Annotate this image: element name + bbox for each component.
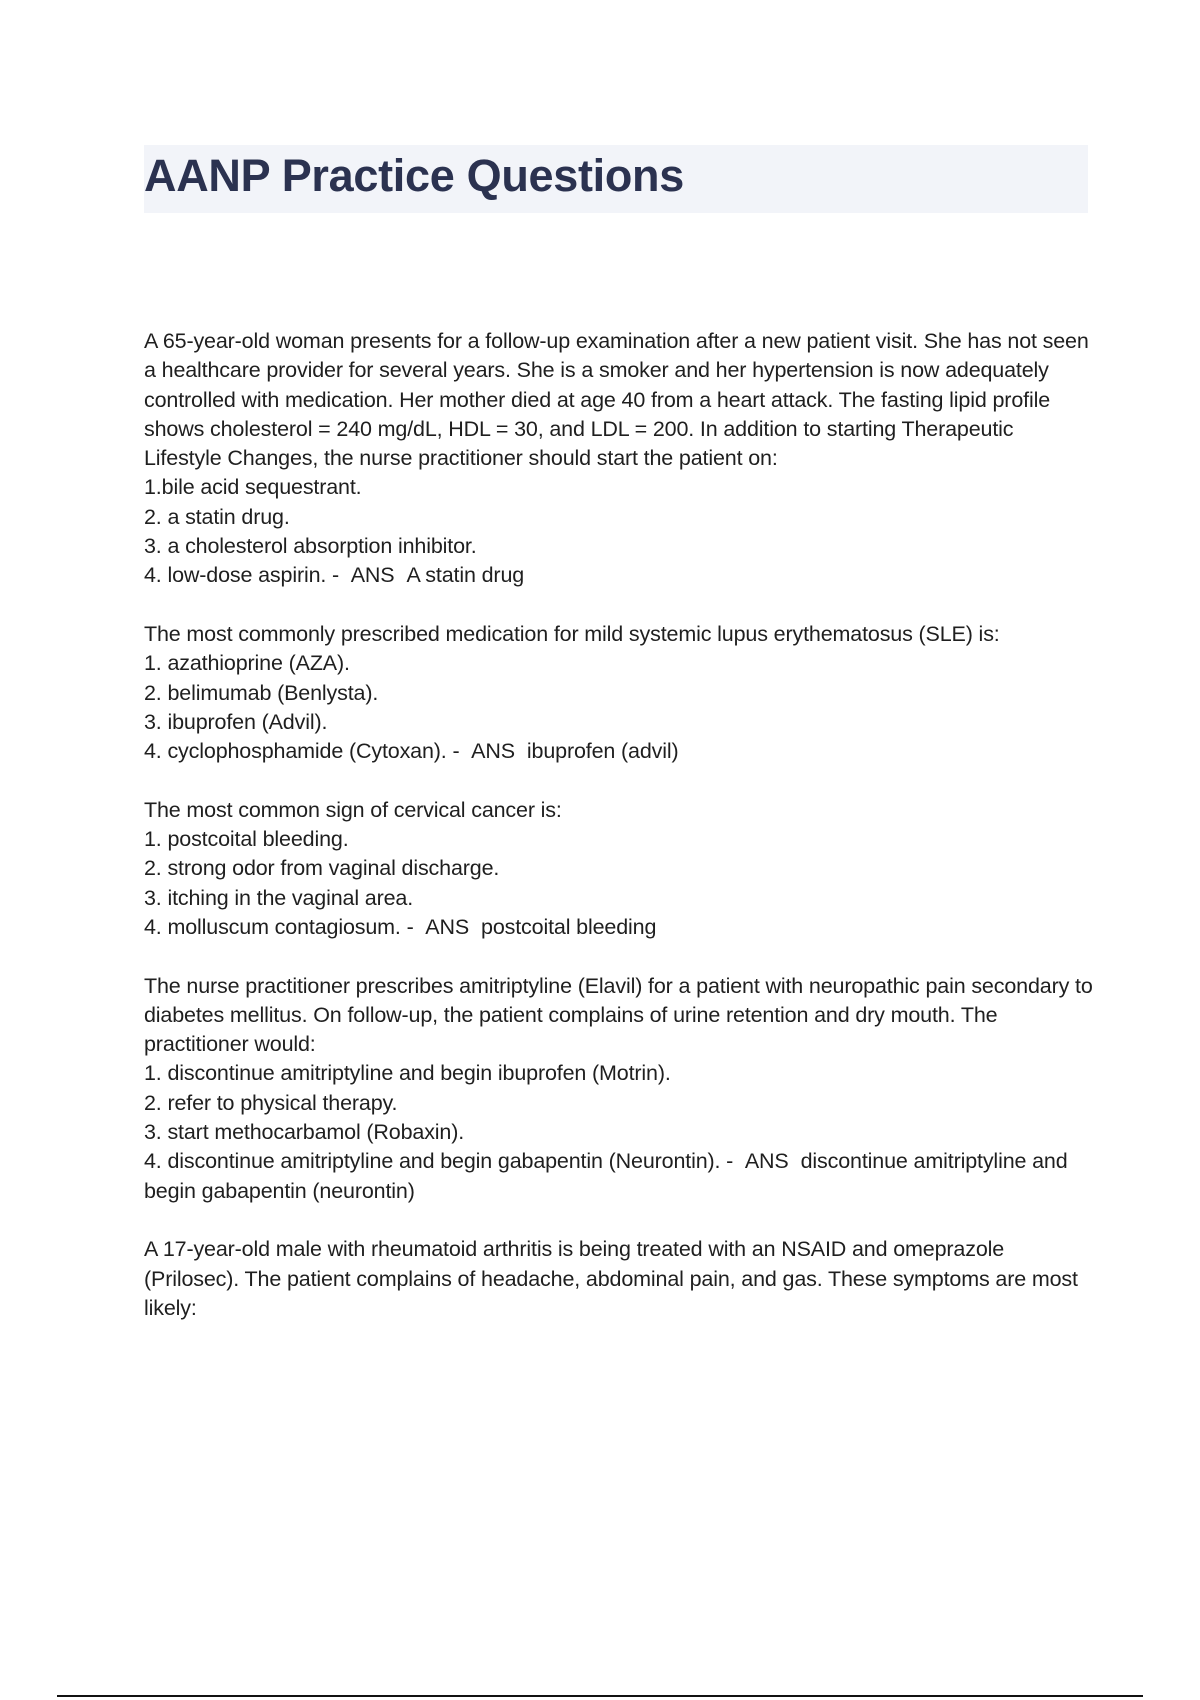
question-stem: A 65-year-old woman presents for a follow-up examination after a new patient visit. She has not seen a healthcare provider for several years. She is a smoker and her hypertension is now adequately controlled with medication. Her mother died at age 40 from a heart attack. The fasting lipid profile shows cholesterol = 240 mg/dL, HDL = 30, and LDL = 200. In addition to starting Therapeutic Lifestyle Changes, the nurse practitioner should start the patient on: [144,329,1089,471]
questions-body [144,327,1094,1323]
answer-option: 2. refer to physical therapy. [144,1090,398,1115]
answer-option: 3. ibuprofen (Advil). [144,709,328,734]
answer-text: A statin drug [406,563,525,588]
ans-label: ANS [471,739,515,764]
answer-option: 3. itching in the vaginal area. [144,885,414,910]
question-stem: The most common sign of cervical cancer is: [144,797,562,822]
answer-option-text: 4. low-dose aspirin. - [144,563,340,588]
answer-option-last [144,913,1094,942]
question-stem: The nurse practitioner prescribes amitriptyline (Elavil) for a patient with neuropathic pain secondary to diabetes mellitus. On follow-up, the patient complains of urine retention and dry mouth. The practitioner would: [144,973,1093,1057]
answer-option: 1. postcoital bleeding. [144,827,349,852]
answer-option: 2. strong odor from vaginal discharge. [144,856,500,881]
answer-text: postcoital bleeding [481,914,657,939]
answer-options [144,1059,1094,1205]
answer-option-last [144,561,1094,590]
answer-options [144,473,1094,590]
answer-option-text: 4. discontinue amitriptyline and begin gabapentin (Neurontin). - [144,1149,734,1174]
answer-text: discontinue amitriptyline and begin gabapentin (neurontin) [144,1149,1068,1203]
page-title: AANP Practice Questions [144,150,684,201]
answer-option-last [144,1147,1094,1206]
question-stem: The most commonly prescribed medication for mild systemic lupus erythematosus (SLE) is: [144,621,1000,646]
answer-options [144,649,1094,766]
answer-option-text: 4. molluscum contagiosum. - [144,914,414,939]
footer-divider [57,1695,1143,1697]
answer-text: ibuprofen (advil) [526,739,679,764]
answer-options [144,825,1094,942]
question-stem: A 17-year-old male with rheumatoid arthritis is being treated with an NSAID and omeprazole (Prilosec). The patient complains of headache, abdominal pain, and gas. These symptoms are most likely: [144,1237,1078,1320]
answer-option: 3. start methocarbamol (Robaxin). [144,1120,465,1145]
answer-option: 1.bile acid sequestrant. [144,475,362,500]
title-band [144,145,1088,213]
answer-option: 2. belimumab (Benlysta). [144,680,379,705]
answer-option-last [144,737,1094,766]
answer-option: 1. discontinue amitriptyline and begin ibuprofen (Motrin). [144,1061,671,1086]
answer-option: 2. a statin drug. [144,504,290,529]
answer-option: 1. azathioprine (AZA). [144,651,350,676]
answer-option: 3. a cholesterol absorption inhibitor. [144,534,477,559]
ans-label: ANS [744,1149,789,1174]
ans-label: ANS [425,914,470,939]
ans-label: ANS [350,563,395,588]
answer-option-text: 4. cyclophosphamide (Cytoxan). - [144,739,460,764]
